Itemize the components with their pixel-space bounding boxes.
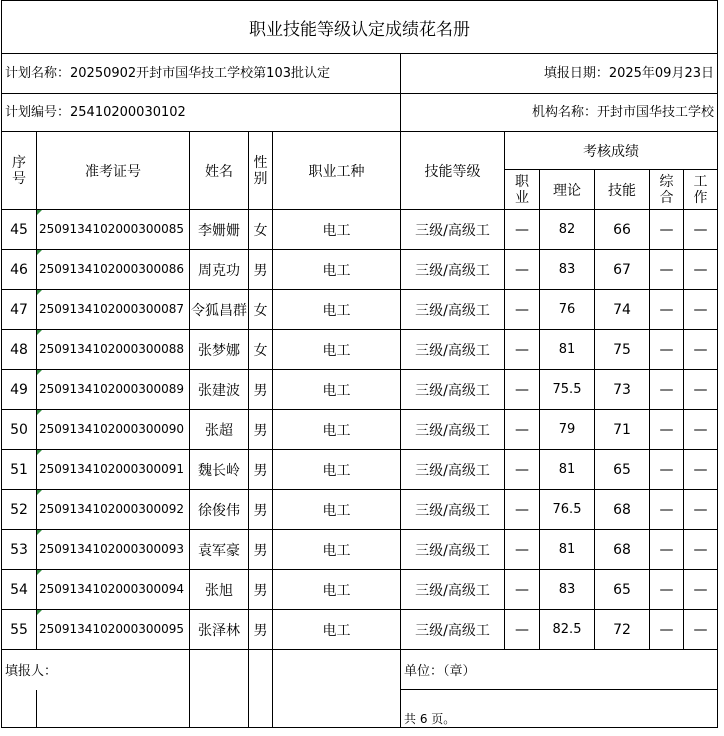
row-score-job: — — [505, 450, 540, 490]
header-score-theory: 理论 — [540, 170, 595, 210]
row-score-skill: 65 — [595, 450, 650, 490]
row-occupation: 电工 — [273, 370, 401, 410]
row-gender: 男 — [249, 490, 273, 530]
row-occupation: 电工 — [273, 410, 401, 450]
row-occupation: 电工 — [273, 290, 401, 330]
row-score-work: — — [684, 530, 718, 570]
row-name: 李姗姗 — [190, 210, 249, 250]
row-gender: 女 — [249, 290, 273, 330]
plan-no-cell — [2, 94, 401, 132]
row-ticket: 2509134102000300087 — [37, 290, 190, 330]
plan-name-cell — [2, 54, 401, 94]
roster-table — [1, 0, 718, 728]
org-label: 机构名称： — [531, 105, 597, 120]
report-date-cell — [401, 54, 718, 94]
header-score-skill: 技能 — [595, 170, 650, 210]
row-ticket: 2509134102000300095 — [37, 610, 190, 650]
row-ticket: 2509134102000300088 — [37, 330, 190, 370]
row-occupation: 电工 — [273, 450, 401, 490]
table-row — [2, 410, 718, 450]
row-score-theory: 82.5 — [540, 610, 595, 650]
row-level: 三级/高级工 — [401, 370, 505, 410]
row-level: 三级/高级工 — [401, 570, 505, 610]
row-score-comp: — — [650, 610, 684, 650]
row-name: 周克功 — [190, 250, 249, 290]
plan-no-label: 计划编号： — [5, 105, 71, 120]
row-name: 张旭 — [190, 570, 249, 610]
row-score-job: — — [505, 570, 540, 610]
row-occupation: 电工 — [273, 210, 401, 250]
row-score-skill: 67 — [595, 250, 650, 290]
sheet-title: 职业技能等级认定成绩花名册 — [2, 1, 718, 54]
header-occupation: 职业工种 — [273, 132, 401, 210]
row-score-theory: 81 — [540, 530, 595, 570]
row-score-theory: 83 — [540, 250, 595, 290]
plan-name-label: 计划名称： — [5, 66, 71, 81]
row-level: 三级/高级工 — [401, 250, 505, 290]
row-name: 张梦娜 — [190, 330, 249, 370]
row-score-comp: — — [650, 570, 684, 610]
row-seq: 49 — [2, 370, 37, 410]
row-score-comp: — — [650, 210, 684, 250]
org-value: 开封市国华技工学校 — [596, 105, 714, 120]
header-level: 技能等级 — [401, 132, 505, 210]
row-score-comp: — — [650, 530, 684, 570]
row-ticket: 2509134102000300091 — [37, 450, 190, 490]
row-occupation: 电工 — [273, 570, 401, 610]
row-score-work: — — [684, 250, 718, 290]
row-occupation: 电工 — [273, 490, 401, 530]
row-score-skill: 66 — [595, 210, 650, 250]
row-ticket: 2509134102000300089 — [37, 370, 190, 410]
row-score-comp: — — [650, 330, 684, 370]
row-score-skill: 74 — [595, 290, 650, 330]
row-score-theory: 81 — [540, 450, 595, 490]
header-score-work: 工作 — [684, 170, 718, 210]
row-score-job: — — [505, 210, 540, 250]
row-level: 三级/高级工 — [401, 610, 505, 650]
table-row — [2, 530, 718, 570]
row-gender: 男 — [249, 450, 273, 490]
report-date-value: 2025年09月23日 — [608, 66, 714, 81]
row-level: 三级/高级工 — [401, 490, 505, 530]
table-row — [2, 330, 718, 370]
row-level: 三级/高级工 — [401, 530, 505, 570]
header-name: 姓名 — [190, 132, 249, 210]
row-name: 徐俊伟 — [190, 490, 249, 530]
row-score-work: — — [684, 290, 718, 330]
row-score-skill: 72 — [595, 610, 650, 650]
row-name: 张超 — [190, 410, 249, 450]
header-ticket: 准考证号 — [37, 132, 190, 210]
row-score-theory: 75.5 — [540, 370, 595, 410]
table-row — [2, 250, 718, 290]
row-seq: 52 — [2, 490, 37, 530]
row-score-work: — — [684, 210, 718, 250]
row-score-skill: 68 — [595, 490, 650, 530]
row-score-skill: 68 — [595, 530, 650, 570]
row-score-job: — — [505, 610, 540, 650]
row-score-comp: — — [650, 290, 684, 330]
row-seq: 54 — [2, 570, 37, 610]
row-name: 令狐昌群 — [190, 290, 249, 330]
org-cell — [401, 94, 718, 132]
page-info: 共 6 页。 — [401, 690, 718, 728]
table-row — [2, 610, 718, 650]
row-gender: 男 — [249, 370, 273, 410]
table-row — [2, 370, 718, 410]
row-score-comp: — — [650, 250, 684, 290]
row-seq: 50 — [2, 410, 37, 450]
row-score-comp: — — [650, 410, 684, 450]
row-seq: 47 — [2, 290, 37, 330]
row-score-theory: 81 — [540, 330, 595, 370]
row-score-work: — — [684, 410, 718, 450]
row-occupation: 电工 — [273, 330, 401, 370]
row-score-skill: 75 — [595, 330, 650, 370]
row-score-theory: 82 — [540, 210, 595, 250]
table-row — [2, 210, 718, 250]
row-ticket: 2509134102000300093 — [37, 530, 190, 570]
row-score-theory: 79 — [540, 410, 595, 450]
row-seq: 46 — [2, 250, 37, 290]
row-ticket: 2509134102000300092 — [37, 490, 190, 530]
header-seq: 序号 — [2, 132, 37, 210]
header-scores: 考核成绩 — [505, 132, 718, 170]
row-score-job: — — [505, 410, 540, 450]
row-name: 张泽林 — [190, 610, 249, 650]
row-score-job: — — [505, 330, 540, 370]
row-level: 三级/高级工 — [401, 410, 505, 450]
row-ticket: 2509134102000300090 — [37, 410, 190, 450]
filler-cell: 填报人： — [2, 650, 190, 690]
row-score-job: — — [505, 250, 540, 290]
row-score-theory: 76 — [540, 290, 595, 330]
row-level: 三级/高级工 — [401, 210, 505, 250]
row-ticket: 2509134102000300086 — [37, 250, 190, 290]
row-score-job: — — [505, 370, 540, 410]
table-row — [2, 490, 718, 530]
header-gender: 性别 — [249, 132, 273, 210]
row-score-job: — — [505, 530, 540, 570]
row-score-work: — — [684, 610, 718, 650]
row-score-skill: 65 — [595, 570, 650, 610]
table-row — [2, 570, 718, 610]
row-score-work: — — [684, 330, 718, 370]
row-seq: 45 — [2, 210, 37, 250]
row-score-work: — — [684, 370, 718, 410]
row-score-work: — — [684, 450, 718, 490]
plan-name-value: 20250902开封市国华技工学校第103批认定 — [70, 66, 330, 81]
row-seq: 55 — [2, 610, 37, 650]
row-gender: 女 — [249, 330, 273, 370]
row-seq: 51 — [2, 450, 37, 490]
row-score-skill: 73 — [595, 370, 650, 410]
row-score-theory: 76.5 — [540, 490, 595, 530]
row-level: 三级/高级工 — [401, 330, 505, 370]
row-occupation: 电工 — [273, 250, 401, 290]
plan-no-value: 25410200030102 — [70, 105, 186, 120]
row-score-theory: 83 — [540, 570, 595, 610]
row-seq: 53 — [2, 530, 37, 570]
row-name: 袁军豪 — [190, 530, 249, 570]
row-score-work: — — [684, 570, 718, 610]
row-gender: 男 — [249, 250, 273, 290]
row-score-job: — — [505, 490, 540, 530]
row-gender: 男 — [249, 530, 273, 570]
table-row — [2, 450, 718, 490]
row-ticket: 2509134102000300085 — [37, 210, 190, 250]
table-row — [2, 290, 718, 330]
header-score-job: 职业 — [505, 170, 540, 210]
row-score-skill: 71 — [595, 410, 650, 450]
row-level: 三级/高级工 — [401, 450, 505, 490]
row-gender: 男 — [249, 570, 273, 610]
row-occupation: 电工 — [273, 530, 401, 570]
row-name: 张建波 — [190, 370, 249, 410]
row-level: 三级/高级工 — [401, 290, 505, 330]
row-score-job: — — [505, 290, 540, 330]
row-ticket: 2509134102000300094 — [37, 570, 190, 610]
header-score-comp: 综合 — [650, 170, 684, 210]
row-occupation: 电工 — [273, 610, 401, 650]
unit-cell: 单位：（章） — [401, 650, 650, 690]
row-name: 魏长岭 — [190, 450, 249, 490]
row-gender: 男 — [249, 610, 273, 650]
row-score-comp: — — [650, 370, 684, 410]
row-score-comp: — — [650, 450, 684, 490]
report-date-label: 填报日期： — [543, 66, 609, 81]
row-seq: 48 — [2, 330, 37, 370]
row-gender: 男 — [249, 410, 273, 450]
row-score-work: — — [684, 490, 718, 530]
row-gender: 女 — [249, 210, 273, 250]
row-score-comp: — — [650, 490, 684, 530]
